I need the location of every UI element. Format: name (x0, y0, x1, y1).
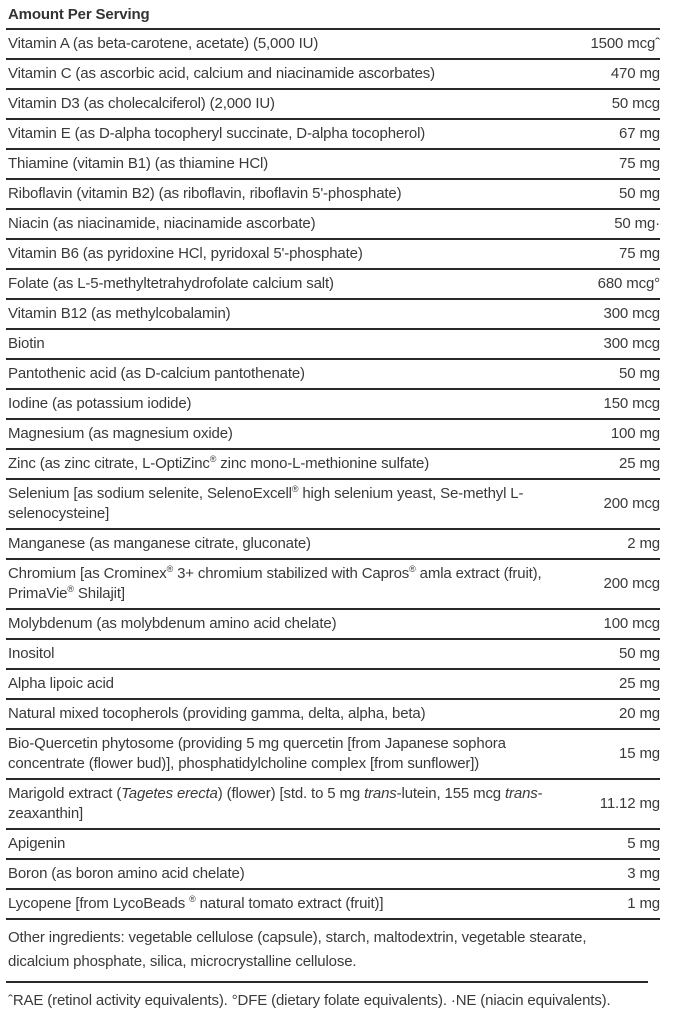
table-row (6, 390, 660, 420)
table-row (6, 780, 660, 830)
ingredient-label: Vitamin B6 (as pyridoxine HCl, pyridoxal 5'-phosphate) (8, 245, 363, 262)
table-row (6, 90, 660, 120)
amount-value: 50 mg (619, 365, 660, 382)
amount-value: 3 mg (627, 865, 660, 882)
amount-value: 75 mg (619, 155, 660, 172)
ingredient-label: Zinc (as zinc citrate, L-OptiZinc® zinc mono-L-methionine sulfate) (8, 454, 430, 472)
ingredient-label: Alpha lipoic acid (8, 675, 114, 692)
table-row (6, 60, 660, 90)
amount-value: 150 mcg (603, 395, 660, 412)
amount-value: 470 mg (610, 65, 660, 82)
ingredient-label: Thiamine (vitamin B1) (as thiamine HCl) (8, 155, 269, 172)
table-row (6, 120, 660, 150)
amount-value: 15 mg (619, 745, 660, 762)
amount-value: 5 mg (627, 835, 660, 852)
ingredient-label: Biotin (8, 335, 45, 352)
table-row (6, 530, 660, 560)
amount-value: 25 mg (619, 675, 660, 692)
amount-value: 25 mg (619, 455, 660, 472)
ingredient-label: Apigenin (8, 835, 66, 852)
amount-value: 680 mcg° (597, 275, 660, 292)
ingredient-label: Niacin (as niacinamide, niacinamide ascorbate) (8, 215, 316, 232)
amount-value: 1 mg (627, 895, 660, 912)
ingredient-label: Marigold extract (Tagetes erecta) (flower) [std. to 5 mg trans-lutein, 155 mcg trans-zeaxanthin] (8, 785, 543, 822)
amount-value: 50 mcg (611, 95, 660, 112)
table-row (6, 480, 660, 530)
table-row (6, 860, 660, 890)
table-row (6, 450, 660, 480)
table-row (6, 890, 660, 920)
ingredient-label: Chromium [as Crominex® 3+ chromium stabilized with Capros® amla extract (fruit), PrimaVie® Shilajit] (8, 564, 542, 602)
table-row (6, 640, 660, 670)
other-ingredients-text: Other ingredients: vegetable cellulose (capsule), starch, maltodextrin, vegetable stearate, dicalcium phosphate, silica, microcrystalline cellulose. (6, 920, 648, 983)
ingredient-label: Vitamin A (as beta-carotene, acetate) (5,000 IU) (8, 35, 319, 52)
table-row (6, 210, 660, 240)
amount-value: 2 mg (627, 535, 660, 552)
ingredient-label: Manganese (as manganese citrate, gluconate) (8, 535, 311, 552)
table-row (6, 330, 660, 360)
ingredient-label: Magnesium (as magnesium oxide) (8, 425, 233, 442)
ingredient-label: Vitamin C (as ascorbic acid, calcium and niacinamide ascorbates) (8, 65, 435, 82)
amount-value: 50 mg· (614, 215, 660, 232)
amount-per-serving-header: Amount Per Serving (6, 0, 660, 30)
table-row (6, 560, 660, 610)
table-row (6, 360, 660, 390)
ingredient-label: Iodine (as potassium iodide) (8, 395, 192, 412)
table-row (6, 730, 660, 780)
supplement-facts-panel (6, 0, 660, 1017)
amount-value: 100 mg (610, 425, 660, 442)
ingredient-label: Natural mixed tocopherols (providing gamma, delta, alpha, beta) (8, 705, 426, 722)
ingredient-label: Lycopene [from LycoBeads ® natural tomato extract (fruit)] (8, 894, 384, 912)
table-row (6, 670, 660, 700)
table-row (6, 420, 660, 450)
amount-value: 300 mcg (603, 305, 660, 322)
ingredient-label: Vitamin B12 (as methylcobalamin) (8, 305, 231, 322)
table-row (6, 150, 660, 180)
amount-value: 50 mg (619, 185, 660, 202)
ingredient-rows (6, 30, 660, 920)
ingredient-label: Molybdenum (as molybdenum amino acid chelate) (8, 615, 337, 632)
ingredient-label: Inositol (8, 645, 55, 662)
table-row (6, 610, 660, 640)
ingredient-label: Vitamin E (as D-alpha tocopheryl succinate, D-alpha tocopherol) (8, 125, 426, 142)
footnote-text: ˆRAE (retinol activity equivalents). °DFE (dietary folate equivalents). ·NE (niacin equivalents). (8, 992, 611, 1009)
ingredient-label: Selenium [as sodium selenite, SelenoExcell® high selenium yeast, Se-methyl L-selenocysteine] (8, 484, 524, 522)
amount-value: 11.12 mg (599, 795, 660, 812)
table-row (6, 830, 660, 860)
table-row (6, 240, 660, 270)
amount-value: 50 mg (619, 645, 660, 662)
table-row (6, 180, 660, 210)
amount-value: 100 mcg (603, 615, 660, 632)
ingredient-label: Boron (as boron amino acid chelate) (8, 865, 245, 882)
amount-value: 200 mcg (603, 575, 660, 592)
amount-value: 20 mg (619, 705, 660, 722)
ingredient-label: Pantothenic acid (as D-calcium pantothenate) (8, 365, 305, 382)
amount-value: 75 mg (619, 245, 660, 262)
table-row (6, 30, 660, 60)
amount-value: 1500 mcgˆ (590, 35, 660, 52)
table-row (6, 700, 660, 730)
amount-value: 67 mg (619, 125, 660, 142)
ingredient-label: Bio-Quercetin phytosome (providing 5 mg quercetin [from Japanese sophora concentrate (flower bud)], phosphatidylcholine complex [from sunflower]) (8, 735, 506, 772)
table-row (6, 270, 660, 300)
ingredient-label: Folate (as L-5-methyltetrahydrofolate calcium salt) (8, 275, 334, 292)
amount-value: 200 mcg (603, 495, 660, 512)
table-row (6, 300, 660, 330)
ingredient-label: Riboflavin (vitamin B2) (as riboflavin, riboflavin 5'-phosphate) (8, 185, 402, 202)
ingredient-label: Vitamin D3 (as cholecalciferol) (2,000 IU) (8, 95, 275, 112)
amount-value: 300 mcg (603, 335, 660, 352)
